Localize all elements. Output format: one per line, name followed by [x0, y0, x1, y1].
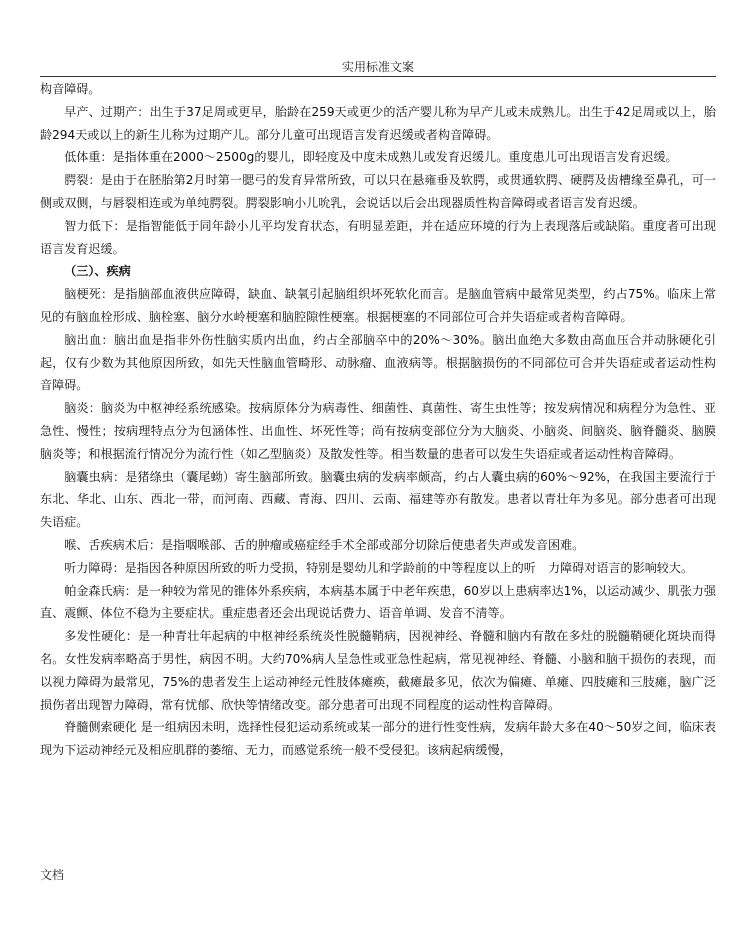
paragraph-premature-birth: 早产、过期产：出生于37足周或更早，胎龄在259天或更少的活产婴儿称为早产儿或未成熟儿。出生于42足周或以上，胎龄294天或以上的新生儿称为过期产儿。部分儿童可出现语言发育迟缓或者构音障碍。 — [40, 104, 716, 142]
paragraph-cerebral-cysticercosis: 脑囊虫病：是猪绦虫（囊尾蚴）寄生脑部所致。脑囊虫病的发病率颇高，约占人囊虫病的60%～92%，在我国主要流行于东北、华北、山东、西北一带，而河南、西藏、青海、四川、云南、福建等亦有散发。患者以青壮年为多见。部分患者可出现失语症。 — [40, 469, 716, 530]
page-header-title: 实用标准文案 — [341, 60, 414, 74]
document-body — [40, 78, 716, 762]
paragraph-parkinsons: 帕金森氏病：是一种较为常见的锥体外系疾病，本病基本属于中老年疾患，60岁以上患病率达1%，以运动减少、肌张力强直、震颤、体位不稳为主要症状。重症患者还会出现说话费力、语音单调、发音不清等。 — [40, 583, 716, 621]
paragraph-throat-tongue-surgery: 喉、舌疾病术后：是指咽喉部、舌的肿瘤或癌症经手术全部或部分切除后使患者失声或发音困难。 — [64, 537, 585, 552]
paragraph-low-birth-weight: 低体重：是指体重在2000～2500g的婴儿，即轻度及中度未成熟儿或发育迟缓儿。重度患儿可出现语言发育迟缓。 — [64, 150, 678, 165]
paragraph-encephalitis: 脑炎：脑炎为中枢神经系统感染。按病原体分为病毒性、细菌性、真菌性、寄生虫性等；按发病情况和病程分为急性、亚急性、慢性；按病理特点分为包涵体性、出血性、坏死性等；尚有按病变部位分为大脑炎、小脑炎、间脑炎、脑脊髓炎、脑膜脑炎等；和根据流行情况分为流行性（如乙型脑炎）及散发性等。相当数量的患者可以发生失语症或者运动性构音障碍。 — [40, 401, 716, 461]
section-heading-diseases: （三）、疾病 — [64, 264, 131, 279]
paragraph-intellectual-disability: 智力低下：是指智能低于同年龄小儿平均发育状态，有明显差距，并在适应环境的行为上表现落后或缺陷。重度者可出现语言发育迟缓。 — [40, 218, 716, 256]
paragraph-lateral-sclerosis: 脊髓侧索硬化 是一组病因未明，选择性侵犯运动系统或某一部分的进行性变性病，发病年龄大多在40～50岁之间，临床表现为下运动神经元及相应肌群的萎缩、无力，而感觉系统一般不受侵犯。该病起病缓慢， — [40, 720, 716, 758]
paragraph-hearing-impairment: 听力障碍：是指因各种原因所致的听力受损，特别是婴幼儿和学龄前的中等程度以上的听 力障碍对语言的影响较大。 — [64, 560, 694, 575]
header-divider — [40, 76, 716, 77]
page-footer-label: 文档 — [40, 868, 65, 882]
paragraph-cerebral-hemorrhage: 脑出血：脑出血是指非外伤性脑实质内出血，约占全部脑卒中的20%～30%。脑出血绝大多数由高血压合并动脉硬化引起，仅有少数为其他原因所致，如先天性脑血管畸形、动脉瘤、血液病等。根据脑损伤的不同部位可合并失语症或者运动性构音障碍。 — [40, 332, 716, 393]
paragraph-cerebral-infarction: 脑梗死：是指脑部血液供应障碍，缺血、缺氧引起脑组织坏死软化而言。是脑血管病中最常见类型，约占75%。临床上常见的有脑血栓形成、脑栓塞、脑分水岭梗塞和脑腔隙性梗塞。根据梗塞的不同部位可合并失语症或者构音障碍。 — [40, 287, 716, 324]
paragraph: 构音障碍。 — [40, 82, 101, 96]
paragraph-cleft-palate: 腭裂：是由于在胚胎第2月时第一腮弓的发育异常所致，可以只在悬雍垂及软腭，或贯通软腭、硬腭及齿槽缘至鼻孔，可一侧或双侧，与唇裂相连或为单纯腭裂。腭裂影响小儿吮乳，会说话以后会出现器质性构音障碍或者语言发育迟缓。 — [40, 173, 716, 210]
paragraph-multiple-sclerosis: 多发性硬化：是一种青壮年起病的中枢神经系统炎性脱髓鞘病，因视神经、脊髓和脑内有散在多灶的脱髓鞘硬化斑块而得名。女性发病率略高于男性，病因不明。大约70%病人呈急性或亚急性起病，常见视神经、脊髓、小脑和脑干损伤的表现，而以视力障碍为最常见，75%的患者发生上运动神经元性肢体瘫痪，截瘫最多见，依次为偏瘫、单瘫、四肢瘫和三肢瘫，脑广泛损伤者出现智力障碍，常有忧郁、欣快等情绪改变。部分患者可出现不同程度的运动性构音障碍。 — [40, 629, 716, 712]
